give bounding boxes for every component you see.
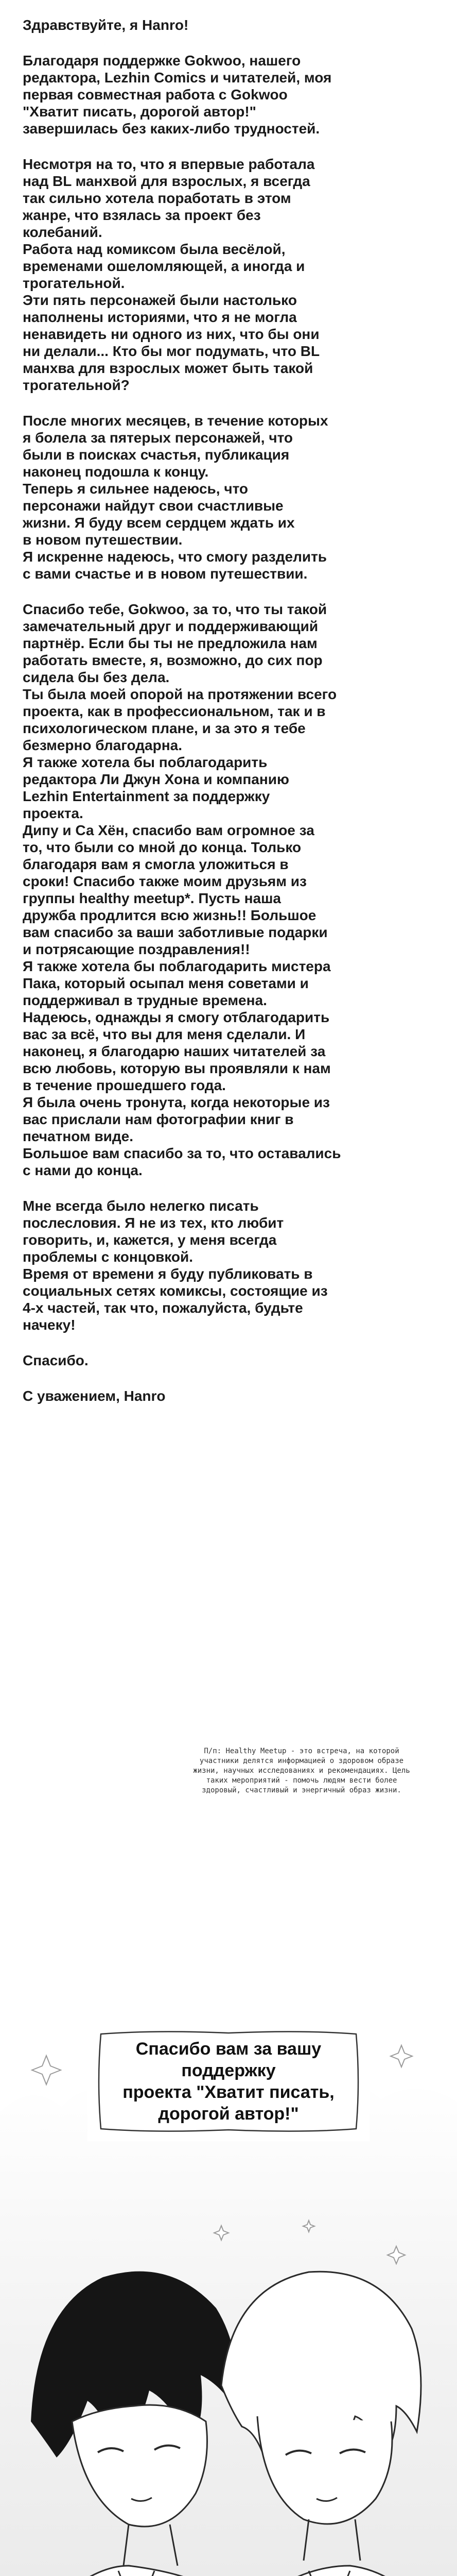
paragraph-first-bl-work: Несмотря на то, что я впервые работала над BL манхвой для взрослых, я всегда так сильно хотела поработать в этом жанре, что взялась за проект без колебаний. Работа над комиксом была весёлой, временами ошеломляющей, а иногда и трогательной. Эти пять персонажей были настолько наполнены историями, что я не могла ненавидеть ни одного из них, что бы они ни делали... Кто бы мог подумать, что BL манхва для взрослых может быть такой трогательной?: [23, 156, 320, 393]
translator-footnote: П/п: Healthy Meetup - это встреча, на которой участники делятся информацией о здоровом образе жизни, научных исследованиях и рекомендациях. Цель таких мероприятий - помочь людям вести более здоровый, счастливый и энергичный образ жизни.: [193, 1747, 410, 1794]
paragraph-acknowledgements: Спасибо тебе, Gokwoo, за то, что ты такой замечательный друг и поддерживающий партнёр. Если бы ты не предложила нам работать вместе, я, возможно, до сих пор сидела бы без дела. Ты была моей опорой на протяжении всего проекта, как в профессиональном, так и в психологическом плане, и за это я тебе безмерно благодарна. Я также хотела бы поблагодарить редактора Ли Джун Хона и компанию Lezhin Entertainment за поддержку проекта. Дипу и Са Хён, спасибо вам огромное за то, что были со мной до конца. Только благодаря вам я смогла уложиться в сроки! Спасибо также моим друзьям из группы healthy meetup*. Пусть наша дружба продлится всю жизнь!! Большое вам спасибо за ваши заботливые подарки и потрясающие поздравления!! Я также хотела бы поблагодарить мистера Пака, который осыпал меня советами и поддерживал в трудные времена. Надеюсь, однажды я смогу отблагодарить вас за всё, что вы для меня сделали. И наконец, я благодарю наших читателей за всю любовь, которую вы проявляли к нам в течение прошедшего года. Я была очень тронута, когда некоторые из вас прислали нам фотографии книг в печатном виде. Большое вам спасибо за то, что оставались с нами до конца.: [23, 601, 341, 1178]
afterword-letter: [23, 16, 434, 1423]
paragraph-thanks: Спасибо.: [23, 1352, 89, 1368]
paragraph-characters-ending: После многих месяцев, в течение которых я болела за пятерых персонажей, что были в поисках счастья, публикация наконец подошла к концу. Теперь я сильнее надеюсь, что персонажи найдут свои счастливые жизни. Я буду всем сердцем ждать их в новом путешествии. Я искренне надеюсь, что смогу разделить с вами счастье и в новом путешествии.: [23, 413, 328, 582]
paragraph-afterword-difficulty: Мне всегда было нелегко писать послесловия. Я не из тех, кто любит говорить, и, кажется, у меня всегда проблемы с концовкой. Время от времени я буду публиковать в социальных сетях комиксы, состоящие из 4-х частей, так что, пожалуйста, будьте начеку!: [23, 1198, 328, 1333]
signature-line: С уважением, Hanro: [23, 1388, 166, 1404]
paragraph-thanks-support: Благодаря поддержке Gokwoo, нашего редактора, Lezhin Comics и читателей, моя первая совместная работа с Gokwoo "Хватит писать, дорогой автор!" завершилась без каких-либо трудностей.: [23, 53, 332, 137]
thank-you-banner: Спасибо вам за вашу поддержку проекта "Хватит писать, дорогой автор!": [122, 2039, 335, 2124]
greeting: Здравствуйте, я Hanro!: [23, 17, 189, 33]
